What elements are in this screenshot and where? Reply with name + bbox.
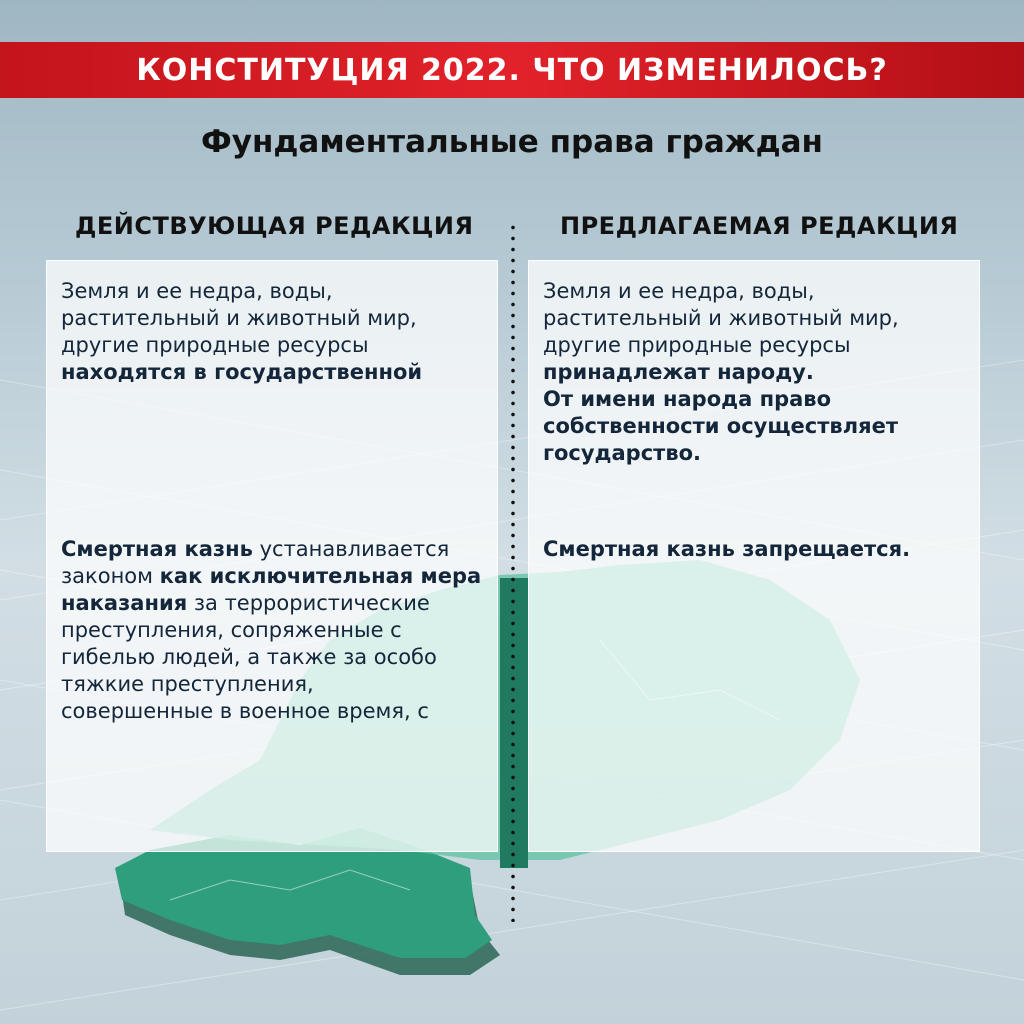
- current-edition-heading: ДЕЙСТВУЮЩАЯ РЕДАКЦИЯ: [75, 212, 474, 240]
- proposed-edition-panel: [528, 260, 980, 852]
- page-subtitle: Фундаментальные права граждан: [201, 124, 823, 160]
- proposed-death-penalty-text: Смертная казнь запрещается.: [543, 537, 911, 561]
- current-edition-panel: [46, 260, 498, 852]
- current-resources-text: Земля и ее недра, воды, растительный и животный мир, другие природные ресурсы находятся в государственной: [61, 279, 423, 384]
- current-death-penalty-text: Смертная казнь устанавливается законом как исключительная мера наказания за террористические преступления, сопряженные с гибелью людей, а также за особо тяжкие преступления, совершенные в военное время, с: [61, 537, 482, 723]
- title-banner: [0, 42, 1024, 98]
- banner-title: КОНСТИТУЦИЯ 2022. ЧТО ИЗМЕНИЛОСЬ?: [136, 52, 888, 88]
- proposed-resources-text: Земля и ее недра, воды, растительный и животный мир, другие природные ресурсы принадлежат народу. От имени народа право собственности осуществляет государство.: [543, 279, 899, 465]
- proposed-edition-heading: ПРЕДЛАГАЕМАЯ РЕДАКЦИЯ: [560, 212, 959, 240]
- dotted-divider: [511, 222, 515, 922]
